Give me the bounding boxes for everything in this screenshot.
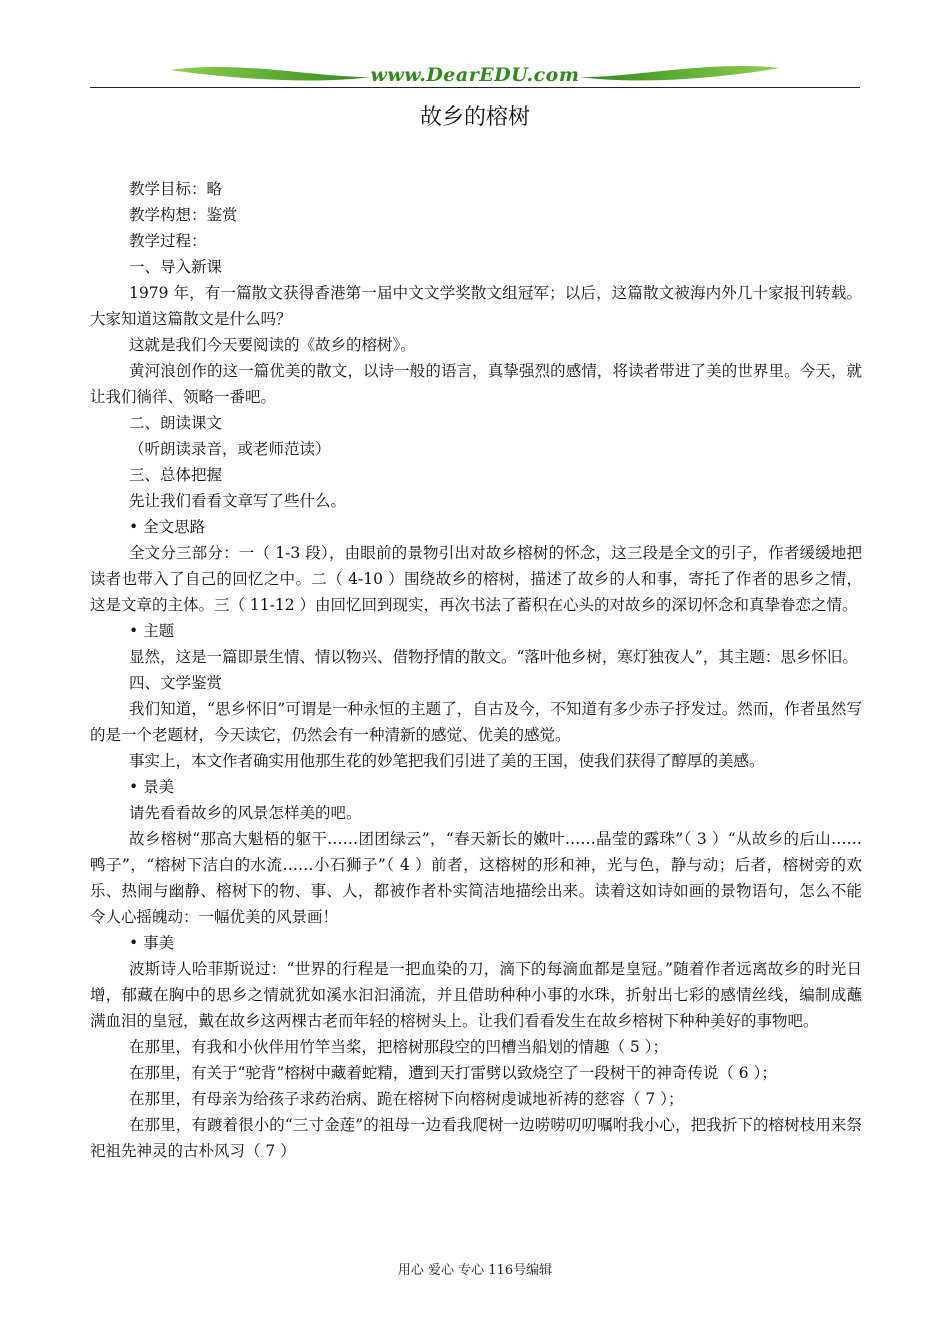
- paragraph: 我们知道，“思乡怀旧”可谓是一种永恒的主题了，自古及今，不知道有多少赤子抒发过。然而，作者虽然写的是一个老题材，今天读它，仍然会有一种清新的感觉、优美的感觉。: [90, 700, 862, 744]
- paragraph: 波斯诗人哈菲斯说过：“世界的行程是一把血染的刀，滴下的每滴血都是皇冠。”随着作者远离故乡的时光日增，郁藏在胸中的思乡之情就犹如溪水汩汩涌流，并且借助种种小事的水珠，折射出七彩的感情丝线，编制成蘸满血泪的皇冠，戴在故乡这两棵古老而年轻的榕树头上。让我们看看发生在故乡榕树下种种美好的事物吧。: [90, 960, 862, 1030]
- document-body: [90, 176, 862, 1164]
- paragraph: （听朗读录音，或老师范读）: [129, 440, 331, 458]
- bullet-heading: • 全文思路: [129, 518, 206, 536]
- paragraph: 在那里，有母亲为给孩子求药治病、跪在榕树下向榕树虔诚地祈祷的慈容（ 7 ）；: [129, 1090, 684, 1108]
- paragraph: 先让我们看看文章写了些什么。: [129, 492, 347, 510]
- section-heading: 三、总体把握: [129, 466, 223, 484]
- paragraph: 这就是我们今天要阅读的《故乡的榕树》。: [129, 336, 416, 354]
- site-logo[interactable]: www.DearEDU.com: [370, 64, 580, 86]
- section-heading: 四、文学鉴赏: [129, 674, 223, 692]
- paragraph: 全文分三部分：一（ 1-3 段），由眼前的景物引出对故乡榕树的怀念，这三段是全文的引子，作者缓缓地把读者也带入了自己的回忆之中。二（ 4-10 ）围绕故乡的榕树，描述了故乡的人和事，寄托了作者的思乡之情，这是文章的主体。三（ 11-12 ）由回忆回到现实，再次书法了蓄积在心头的对故乡的深切怀念和真挚眷恋之情。: [90, 544, 862, 614]
- paragraph: 在那里，有我和小伙伴用竹竿当桨，把榕树那段空的凹槽当船划的情趣（ 5 ）；: [129, 1038, 668, 1056]
- paragraph: 教学目标：略: [129, 180, 223, 198]
- bullet-heading: • 主题: [129, 622, 175, 640]
- bullet-heading: • 事美: [129, 934, 175, 952]
- bullet-heading: • 景美: [129, 778, 175, 796]
- paragraph: 1979 年，有一篇散文获得香港第一届中文文学奖散文组冠军；以后，这篇散文被海内外几十家报刊转载。大家知道这篇散文是什么吗？: [90, 284, 862, 328]
- paragraph: 在那里，有关于“驼背”榕树中藏着蛇精，遭到天打雷劈以致烧空了一段树干的神奇传说（ 6 ）；: [129, 1064, 777, 1082]
- site-header: [90, 60, 860, 96]
- section-heading: 二、朗读课文: [129, 414, 223, 432]
- paragraph: 教学过程：: [129, 232, 207, 250]
- paragraph: 显然，这是一篇即景生情、情以物兴、借物抒情的散文。“落叶他乡树，寒灯独夜人”，其主题：思乡怀旧。: [129, 648, 858, 666]
- page-footer: 用心 爱心 专心 116号编辑: [397, 1263, 553, 1278]
- section-heading: 一、导入新课: [129, 258, 223, 276]
- paragraph: 黄河浪创作的这一篇优美的散文，以诗一般的语言，真挚强烈的感情，将读者带进了美的世界里。今天，就让我们徜徉、领略一番吧。: [90, 362, 862, 406]
- paragraph: 事实上，本文作者确实用他那生花的妙笔把我们引进了美的王国，使我们获得了醇厚的美感。: [129, 752, 765, 770]
- paragraph: 教学构想：鉴赏: [129, 206, 238, 224]
- page-title: 故乡的榕树: [419, 105, 530, 130]
- paragraph: 在那里，有踱着很小的“三寸金莲”的祖母一边看我爬树一边唠唠叨叨嘱咐我小心，把我折下的榕树枝用来祭祀祖先神灵的古朴风习（ 7 ）: [90, 1116, 862, 1160]
- header-divider: [90, 87, 860, 88]
- paragraph: 请先看看故乡的风景怎样美的吧。: [129, 804, 362, 822]
- paragraph: 故乡榕树“那高大魁梧的躯干……团团绿云”，“春天新长的嫩叶……晶莹的露珠”（ 3 ）“从故乡的后山……鸭子”，“榕树下洁白的水流……小石狮子”（ 4 ）前者，这榕树的形和神，光与色，静与动；后者，榕树旁的欢乐、热闹与幽静、榕树下的物、事、人，都被作者朴实简洁地描绘出来。读着这如诗如画的景物语句，怎么不能令人心摇魄动：一幅优美的风景画！: [90, 830, 862, 926]
